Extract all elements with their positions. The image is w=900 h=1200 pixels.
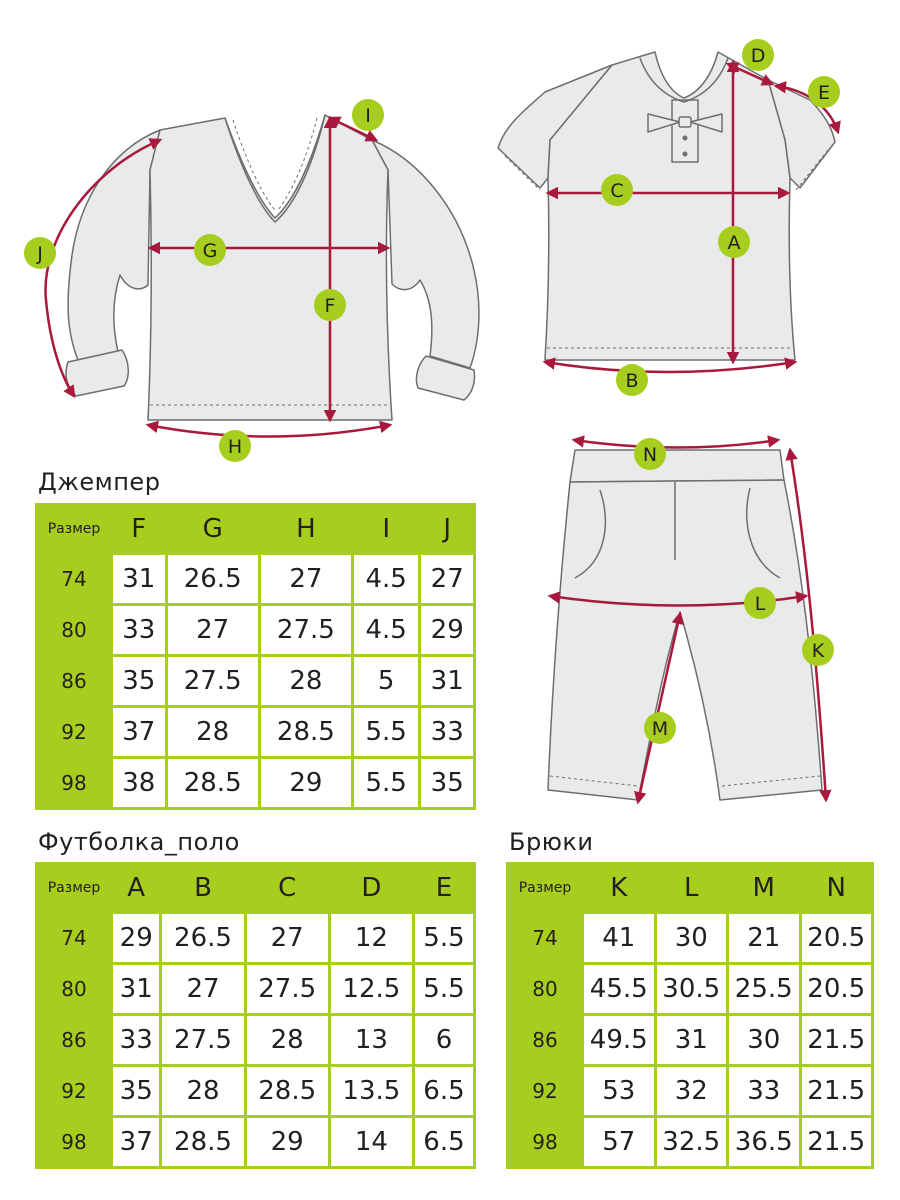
- table-cell: 35: [113, 1067, 159, 1115]
- marker-E: [808, 76, 840, 108]
- column-header-K: K: [584, 865, 654, 911]
- size-cell: 80: [38, 965, 110, 1013]
- table-cell: 28: [162, 1067, 243, 1115]
- table-cell: 12.5: [331, 965, 412, 1013]
- table-cell: 36.5: [729, 1118, 799, 1166]
- size-cell: 92: [38, 708, 110, 756]
- table-cell: 41: [584, 914, 654, 962]
- svg-text:I: I: [365, 105, 371, 127]
- table-cell: 37: [113, 708, 165, 756]
- size-column-header: Размер: [38, 865, 110, 911]
- size-cell: 98: [509, 1118, 581, 1166]
- table-cell: 33: [729, 1067, 799, 1115]
- table-cell: 25.5: [729, 965, 799, 1013]
- table-cell: 26.5: [168, 555, 258, 603]
- marker-M: [644, 712, 676, 744]
- polo-illustration: [498, 52, 835, 360]
- table-cell: 6.5: [415, 1067, 473, 1115]
- table-cell: 53: [584, 1067, 654, 1115]
- size-cell: 86: [38, 1016, 110, 1064]
- column-header-M: M: [729, 865, 799, 911]
- column-header-B: B: [162, 865, 243, 911]
- marker-C: [601, 174, 633, 206]
- table-cell: 14: [331, 1118, 412, 1166]
- size-cell: 86: [38, 657, 110, 705]
- svg-text:C: C: [610, 180, 624, 202]
- column-header-C: C: [247, 865, 328, 911]
- table-cell: 30.5: [657, 965, 727, 1013]
- table-cell: 32.5: [657, 1118, 727, 1166]
- jumper-size-table: [35, 503, 476, 810]
- marker-H: [219, 430, 251, 462]
- table-cell: 27.5: [247, 965, 328, 1013]
- marker-L: [744, 587, 776, 619]
- table-cell: 49.5: [584, 1016, 654, 1064]
- svg-text:L: L: [754, 593, 766, 615]
- table-cell: 28: [261, 657, 351, 705]
- marker-J: [24, 237, 56, 269]
- table-cell: 4.5: [354, 555, 418, 603]
- table-row: [509, 1118, 871, 1166]
- table-cell: 26.5: [162, 914, 243, 962]
- size-cell: 98: [38, 1118, 110, 1166]
- column-header-F: F: [113, 506, 165, 552]
- table-cell: 21.5: [802, 1016, 872, 1064]
- svg-text:H: H: [227, 436, 243, 458]
- table-cell: 31: [113, 555, 165, 603]
- svg-text:M: M: [651, 718, 669, 740]
- table-cell: 30: [657, 914, 727, 962]
- table-cell: 28.5: [168, 759, 258, 807]
- table-cell: 28.5: [247, 1067, 328, 1115]
- marker-A: [718, 226, 750, 258]
- table-row: [509, 1016, 871, 1064]
- jumper-title: Джемпер: [38, 468, 161, 496]
- table-cell: 6.5: [415, 1118, 473, 1166]
- marker-K: [802, 634, 834, 666]
- table-row: [38, 1067, 473, 1115]
- size-cell: 92: [509, 1067, 581, 1115]
- marker-I: [352, 99, 384, 131]
- table-cell: 27: [168, 606, 258, 654]
- size-cell: 86: [509, 1016, 581, 1064]
- size-column-header: Размер: [38, 506, 110, 552]
- table-cell: 57: [584, 1118, 654, 1166]
- table-cell: 35: [113, 657, 165, 705]
- svg-text:A: A: [727, 232, 741, 254]
- table-cell: 13.5: [331, 1067, 412, 1115]
- size-cell: 80: [509, 965, 581, 1013]
- size-cell: 74: [509, 914, 581, 962]
- table-cell: 31: [421, 657, 473, 705]
- column-header-I: I: [354, 506, 418, 552]
- table-row: [38, 555, 473, 603]
- table-cell: 29: [421, 606, 473, 654]
- trousers-size-table: [506, 862, 874, 1169]
- table-cell: 21: [729, 914, 799, 962]
- svg-text:E: E: [817, 82, 831, 104]
- table-row: [38, 708, 473, 756]
- marker-F: [314, 289, 346, 321]
- table-row: [38, 606, 473, 654]
- table-cell: 5.5: [354, 708, 418, 756]
- table-cell: 45.5: [584, 965, 654, 1013]
- table-cell: 12: [331, 914, 412, 962]
- svg-text:B: B: [625, 370, 639, 392]
- table-cell: 6: [415, 1016, 473, 1064]
- table-row: [38, 965, 473, 1013]
- table-cell: 31: [657, 1016, 727, 1064]
- jumper-illustration: [66, 115, 479, 420]
- svg-text:G: G: [202, 240, 218, 262]
- table-cell: 27.5: [162, 1016, 243, 1064]
- table-cell: 33: [113, 1016, 159, 1064]
- table-cell: 27: [421, 555, 473, 603]
- table-header-row: [38, 506, 473, 552]
- table-cell: 31: [113, 965, 159, 1013]
- table-cell: 5.5: [415, 965, 473, 1013]
- marker-D: [742, 39, 774, 71]
- table-row: [38, 1118, 473, 1166]
- table-row: [38, 914, 473, 962]
- table-cell: 27: [162, 965, 243, 1013]
- table-row: [509, 965, 871, 1013]
- table-cell: 27: [247, 914, 328, 962]
- table-cell: 28: [168, 708, 258, 756]
- table-cell: 27: [261, 555, 351, 603]
- column-header-D: D: [331, 865, 412, 911]
- table-cell: 38: [113, 759, 165, 807]
- table-cell: 21.5: [802, 1118, 872, 1166]
- marker-B: [616, 364, 648, 396]
- table-cell: 33: [421, 708, 473, 756]
- table-cell: 29: [261, 759, 351, 807]
- table-cell: 28.5: [162, 1118, 243, 1166]
- marker-G: [194, 234, 226, 266]
- table-cell: 32: [657, 1067, 727, 1115]
- svg-text:D: D: [750, 45, 766, 67]
- column-header-E: E: [415, 865, 473, 911]
- table-header-row: [509, 865, 871, 911]
- table-row: [38, 1016, 473, 1064]
- table-cell: 35: [421, 759, 473, 807]
- table-cell: 21.5: [802, 1067, 872, 1115]
- table-row: [38, 657, 473, 705]
- table-cell: 4.5: [354, 606, 418, 654]
- table-header-row: [38, 865, 473, 911]
- column-header-L: L: [657, 865, 727, 911]
- column-header-A: A: [113, 865, 159, 911]
- column-header-H: H: [261, 506, 351, 552]
- svg-text:K: K: [811, 640, 825, 662]
- table-row: [38, 759, 473, 807]
- size-cell: 98: [38, 759, 110, 807]
- table-cell: 37: [113, 1118, 159, 1166]
- table-cell: 20.5: [802, 965, 872, 1013]
- column-header-G: G: [168, 506, 258, 552]
- size-cell: 74: [38, 555, 110, 603]
- column-header-N: N: [802, 865, 872, 911]
- size-cell: 92: [38, 1067, 110, 1115]
- column-header-J: J: [421, 506, 473, 552]
- table-cell: 5: [354, 657, 418, 705]
- table-cell: 20.5: [802, 914, 872, 962]
- table-cell: 28: [247, 1016, 328, 1064]
- marker-N: [634, 438, 666, 470]
- svg-text:F: F: [324, 295, 336, 317]
- polo-size-table: [35, 862, 476, 1169]
- trousers-illustration: [548, 450, 822, 800]
- table-row: [509, 1067, 871, 1115]
- table-cell: 30: [729, 1016, 799, 1064]
- size-cell: 74: [38, 914, 110, 962]
- polo-title: Футболка_поло: [38, 828, 240, 856]
- table-cell: 5.5: [354, 759, 418, 807]
- svg-text:J: J: [37, 243, 43, 265]
- table-cell: 29: [113, 914, 159, 962]
- table-cell: 33: [113, 606, 165, 654]
- size-column-header: Размер: [509, 865, 581, 911]
- trousers-title: Брюки: [509, 828, 594, 856]
- table-cell: 13: [331, 1016, 412, 1064]
- size-cell: 80: [38, 606, 110, 654]
- table-cell: 27.5: [168, 657, 258, 705]
- table-cell: 27.5: [261, 606, 351, 654]
- svg-text:N: N: [642, 444, 658, 466]
- table-row: [509, 914, 871, 962]
- table-cell: 28.5: [261, 708, 351, 756]
- table-cell: 5.5: [415, 914, 473, 962]
- table-cell: 29: [247, 1118, 328, 1166]
